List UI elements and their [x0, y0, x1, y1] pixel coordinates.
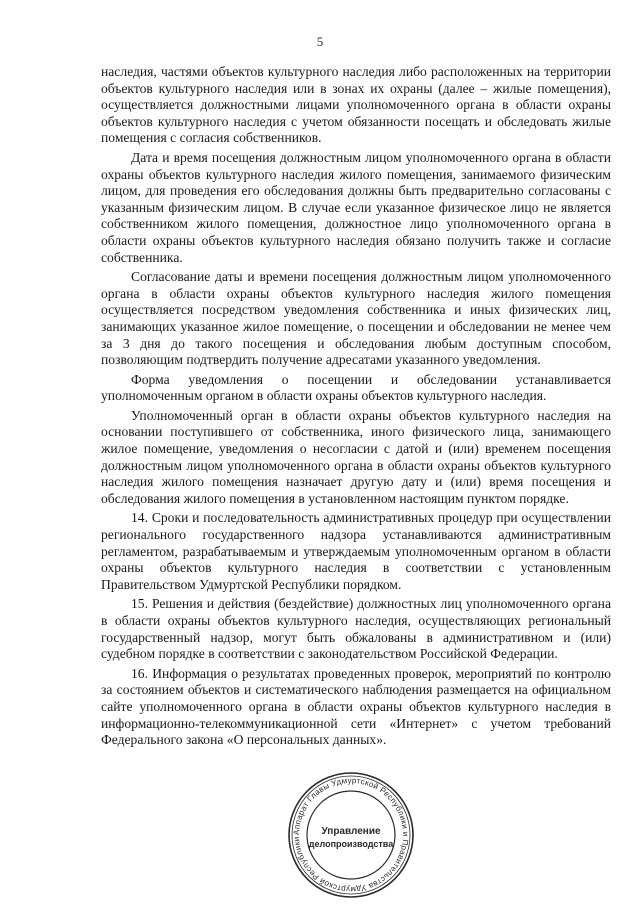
paragraph-reschedule: Уполномоченный орган в области охраны объектов культурного наследия на основании поступившего от собственника, иного физического лица, занимающего жилое помещение, уведомления о несогласии с датой и (или) временем посещения должностным лицом уполномоченного органа в области охраны объектов культурного наследия жилого помещения назначает другую дату и (или) время посещения и обследования жилого помещения в установленном настоящим пунктом порядке. — [101, 407, 611, 506]
paragraph-item-15: 15. Решения и действия (бездействие) должностных лиц уполномоченного органа в области охраны объектов культурного наследия, осуществляющих региональный государственный надзор, могут быть обжалованы в административном и (или) судебном порядке в соответствии с законодательством Российской Федерации. — [101, 596, 611, 662]
page-number: 5 — [316, 34, 324, 49]
official-stamp — [286, 770, 416, 900]
paragraph-continuation: наследия, частями объектов культурного наследия либо расположенных на территории объектов культурного наследия или в зонах их охраны (далее – жилые помещения), осуществляется должностными лицами уполномоченного органа в области охраны объектов культурного наследия с учетом обязанности посещать и обследовать жилые помещения с согласия собственников. — [101, 64, 611, 146]
paragraph-item-14: 14. Сроки и последовательность административных процедур при осуществлении регионального государственного надзора устанавливаются административным регламентом, разрабатываемым и утверждаемым уполномоченным органом в области охраны объектов культурного наследия в соответствии с установленным Правительством Удмуртской Республики порядком. — [101, 510, 611, 592]
paragraph-visit-date: Дата и время посещения должностным лицом уполномоченного органа в области охраны объектов культурного наследия жилого помещения, занимаемого физическим лицом, для проведения его обследования должны быть предварительно согласованы с указанным физическим лицом. В случае если указанное физическое лицо не является собственником жилого помещения, должностное лицо уполномоченного органа в области охраны объектов культурного наследия обязано получить также и согласие собственника. — [101, 149, 611, 265]
paragraph-notice-form: Форма уведомления о посещении и обследовании устанавливается уполномоченным органом в области охраны объектов культурного наследия. — [101, 371, 611, 404]
stamp-center-line-2: делопроизводства — [308, 839, 394, 849]
stamp-center-line-1: Управление — [321, 826, 381, 837]
document-body — [101, 64, 611, 752]
paragraph-date-agreement: Согласование даты и времени посещения должностным лицом уполномоченного органа в области охраны объектов культурного наследия жилого помещения осуществляется посредством уведомления собственника и иных физических лиц, занимающих указанное жилое помещение, о посещении и обследовании не менее чем за 3 дня до такого посещения и обследования любым доступным способом, позволяющим подтвердить получение адресатами указанного уведомления. — [101, 269, 611, 368]
stamp-ring-text: Аппарат Главы Удмуртской Республики и Правительства Удмуртской Республики — [291, 775, 411, 895]
stamp-seal-icon — [286, 770, 416, 900]
paragraph-item-16: 16. Информация о результатах проведенных проверок, мероприятий по контролю за состоянием объектов и систематического наблюдения размещается на официальном сайте уполномоченного органа в области охраны объектов культурного наследия в информационно-телекоммуникационной сети «Интернет» с учетом требований Федерального закона «О персональных данных». — [101, 665, 611, 748]
